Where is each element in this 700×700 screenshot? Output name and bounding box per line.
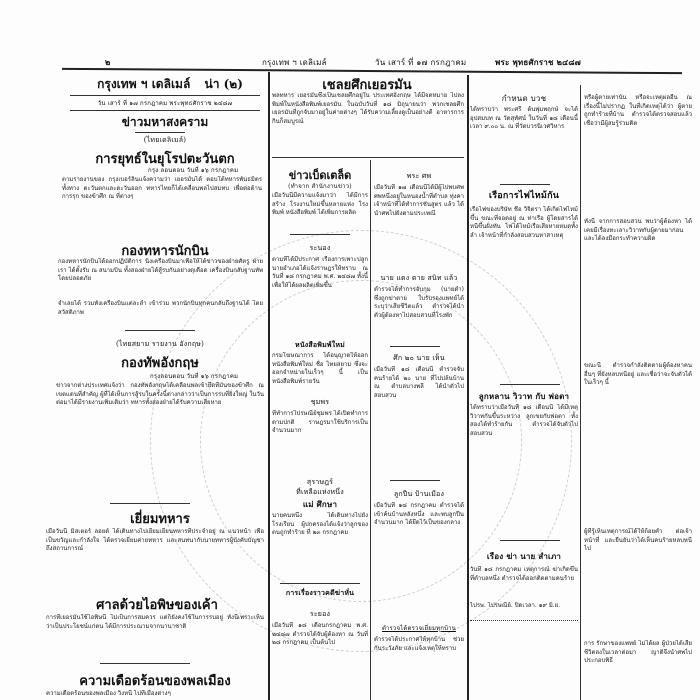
- column-rule-4: [580, 85, 581, 700]
- column-rule-1: [268, 72, 270, 700]
- article-body: จำเลยได้ รวมทั้งเครื่องบินแต่ละลำ เข้าร่วม พวกนักบินทุกคนกลับถึงฐานได้ โดยสวัสดิภาพ: [58, 300, 263, 316]
- sub-label: ที่เหลือแห่งหนึ่ง: [296, 488, 344, 496]
- rule: [70, 110, 260, 111]
- article-body: เมื่อวันนี้มีความแจ้งมาว่า ได้มีการสร้าง โรงงานใหม่ขึ้นหลายแห่ง โรงพิมพ์ หนังสือพิมพ์ ได้เพิ่มการผลิต: [272, 192, 368, 217]
- headline-german-prisoners: เชลยศึกเยอรมัน: [322, 78, 412, 93]
- sub-label: หนังสือพิมพ์ใหม่: [295, 340, 345, 349]
- column-rule-2: [467, 75, 469, 700]
- article-body: ตามรายงานของ กรุงเบอร์ลินแจ้งความว่า เยอรมันได้ ตอบโต้ทหารพันธมิตรทั้งทาง ตะวันตกและตะวันออก ทหารไทยก็ได้เคลื่อนพลไปสมทบ เพื่อต่อต้านการรุก ของข้าศึก ณ ที่ต่างๆ: [62, 176, 262, 201]
- headline-citizens-hardship: ความเดือดร้อนของพลเมือง: [79, 674, 231, 689]
- sub-label: ชุมพร: [310, 398, 330, 406]
- sub-label: นาย แดง ตาย สนิท แล้ว: [380, 274, 458, 282]
- column-rule-3: [370, 160, 371, 700]
- article-body: ความเดือดร้อนของพลเมือง วิ่งหนี ไปที่เมืองต่างๆ: [46, 690, 171, 697]
- headline-poison-gas: ศาลด้วยไอพิษของเค้า: [96, 598, 218, 613]
- sub-label: ระยอง: [309, 610, 331, 618]
- sub-label: พระ ศพ: [406, 172, 432, 180]
- dateline: กรุงลอนดอน วันที่ ๑๖ กรกฎาคม: [150, 373, 239, 380]
- article-body: ทั้งนี้ จากการสอบสวน พบว่าผู้ต้องหา ได้เคยมีเรื่องทะเลาะวิวาทกับผู้ตายมาก่อน และได้ลงมือกระทำความผิด: [584, 218, 692, 243]
- headline-british-army: กองทัพอังกฤษ: [121, 356, 199, 371]
- sub-label: สุราษฎร์: [306, 478, 334, 486]
- article-body: ได้ทราบว่า พระศรี ต้นพุ่มพฤกษ์ จะได้อุปสมบท ณ วัดสุทัศน์ ในวันที่ ๑๘ เดือนนี้ เวลา ๙.๐๐ น. ณ ที่วัดบวรนิเวศวิหาร: [470, 106, 578, 131]
- rule: [272, 157, 464, 158]
- article-body: ขณะนี้ ตำรวจกำลังติดตามผู้ต้องหาคนอื่นๆ ที่ยังหลบหนีอยู่ และเชื่อว่าจะจับตัวได้ในเร็วๆ นี้: [584, 362, 692, 387]
- article-body: เมื่อวันที่ ๑๘ เดือนนี้ ตำรวจจับคนร้ายได้ ๒๐ นาย ที่ไปปล้นบ้าน ณ ตำบลบางพลี ได้นำตัวไปสอบสวน: [374, 366, 464, 399]
- article-body: ผู้ที่รู้เห็นเหตุการณ์ได้ให้ถ้อยคำ ต่อเจ้าหน้าที่ และยืนยันว่าได้เห็นคนร้ายหลบหนีไป: [584, 528, 692, 553]
- paper-title-text: กรุงเทพ ฯ เดลิเมล์: [97, 77, 191, 91]
- article-body: วันที่ ๑๘ กรกฎาคม เหตุการณ์ ฆ่าเกิดขึ้น ที่ตำบลหนึ่ง ตำรวจได้ออกติดตามคนร้าย: [470, 566, 578, 582]
- masthead-city: กรุงเทพ ฯ เดลิเมล์: [262, 58, 327, 67]
- sub-label: แม่ ศึกษา: [302, 499, 338, 509]
- headline-misc-news: ข่าวเบ็ดเตล็ด: [288, 169, 352, 182]
- headline-murder-case: การเรื่องราวคดีฆ่าหั่น: [285, 588, 355, 597]
- article-body: การที่เยอรมันใช้ไอพิษนี้ ไม่เป็นการสมควร แต่ก็ยังคงใช้ในการรบอยู่ ทั้งนี้เพราะเห็นว่าเป็นประโยชน์แก่ตน ได้มีการประณามจากนานาชาติ: [46, 614, 264, 630]
- rule: [500, 384, 560, 385]
- headline-in-law-quarrel: ลูกหลาน วิวาท กับ พ่อตา: [478, 391, 570, 401]
- rule: [500, 540, 560, 541]
- sub-dateline: วัน เสาร์ ที่ ๑๗ กรกฎาคม พระพุทธศักราช ๒๔๘๗: [97, 100, 233, 107]
- rule: [100, 663, 190, 664]
- article-body: ตำรวจได้ทำการจับกุม (นายดำ) ซึ่งถูกฆ่าตาย ใบรับรองแพทย์ได้ระบุว่าเสียชีวิตแล้ว ตำรวจได้นำตัวผู้ต้องหาไปสอบสวนที่โรงพัก: [374, 286, 464, 319]
- rule: [290, 234, 350, 235]
- paper-title-page: น่า (๒): [204, 77, 243, 91]
- rule: [280, 583, 360, 584]
- article-body: ตำรวจได้ประกาศให้ทุกบ้าน ช่วยกันระวังภัย และแจ้งเหตุให้ทราบ: [374, 636, 464, 652]
- dotted-rule: [470, 620, 578, 621]
- article-body: กองทหารนักบินได้ออกปฏิบัติการ นิ่งเครื่องบินมาเพื่อให้ได้ข่าวของฝ่ายศัตรู ฝ่ายเรา ได้ตั้งรับ ณ สนามบิน ทั้งสองฝ่ายได้สู้รบกันอย่างดุเดือด เครื่องบินกลับฐานทัพโดยปลอดภัย: [58, 258, 263, 283]
- sub-label: (ทำจาก สำนักงานข่าว): [288, 183, 352, 190]
- source-label: (ไทยเดลิเมล์): [143, 136, 187, 144]
- sub-label: ศึก ๒๐ นาย เห็น: [393, 354, 445, 362]
- headline-europe-war: การยุทธ์ในยุโรปตะวันตก: [95, 152, 235, 167]
- section-heading: ข่าวมหาสงคราม: [121, 115, 209, 129]
- article-body: ได้ทราบว่าเมื่อวันที่ ๑๘ เดือนนี้ ได้มีเหตุวิวาทกันขึ้นระหว่าง ลูกเขยกับพ่อตา ทั้งสองได้ทำร้ายกัน ตำรวจได้จับตัวไปสอบสวน: [470, 404, 578, 437]
- sub-label: ลูกปืน ป้านเมือง: [393, 490, 445, 498]
- article-body: ข่าวจากต่างประเทศแจ้งว่า กองทัพอังกฤษได้เคลื่อนพลเข้ายึดที่มั่นของข้าศึก ณ เขตแดนที่สำคัญ ผู้ที่ได้เห็นการสู้รบในครั้งนี้ต่างกล่าวว่าเป็นการรบที่ยิ่งใหญ่ ในวันต่อมาได้มีรายงานเพิ่มเติมว่า ทหารทั้งสองฝ่ายได้รับความเสียหาย: [56, 382, 264, 407]
- article-body: เรือไฟของบริษัท ชื่อ วิจิตรา ได้เกิดไฟไหม้ขึ้น ขณะที่จอดอยู่ ณ ท่าเรือ ผู้โดยสารได้หนีขึ้นฝั่งทัน ไฟได้ไหม้เรือเสียหายหมดทั้งลำ เจ้าหน้าที่กำลังสอบสวนหาสาเหตุ: [470, 206, 578, 239]
- article-body: ตามที่ได้มีประกาศ เรื่องการเพาะปลูก นายอำเภอได้แจ้งราษฎรให้ทราบ ณ วันที่ ๑๘ กรกฎาคม พ.ศ. ๒๔๘๗ ทั้งนี้ เพื่อให้ได้ผลผลิตเพิ่มขึ้น: [272, 256, 368, 289]
- headline-boat-fire: เรือการไฟไหม้กัน: [488, 191, 560, 201]
- rule: [110, 503, 190, 504]
- article-body: เมื่อวันนี้ มิสเตอร์ ลอยด์ ได้เดินทางไปเยี่ยมเยียนทหารที่ประจำอยู่ ณ แนวหน้า เพื่อเป็นขวัญและกำลังใจ ได้ตรวจเยี่ยมค่ายทหาร และสนทนากับนายทหารผู้บังคับบัญชาถึงสถานการณ์: [46, 528, 264, 553]
- page-number: ๒: [105, 57, 111, 67]
- article-body: นายคนหนึ่ง ได้เดินทางไปยัง โรงเรียน ผู้ปกครองได้แจ้งว่าลูกของตนถูกทำร้าย ที่ ๒๓ กรกฎาคม: [272, 512, 368, 537]
- paper-title: [80, 75, 260, 94]
- article-body: ที่ทำการไปรษณีย์ชุมพร ได้เปิดทำการตามปกติ ราษฎรมาใช้บริการเป็นจำนวนมาก: [272, 410, 368, 435]
- rule: [500, 184, 550, 185]
- headline-air-force: กองทหารนักบิน: [121, 244, 209, 259]
- article-body: ไปรษ. ไปรษณีย์. ปิดเวลา. ๑๙ มิ.ย.: [470, 602, 561, 609]
- article-body: หรือผู้ตายเท่านั้น หรือจะเหตุผลอื่น ณ เรื่องนี้ไม่ปรากฏ ในที่เกิดเหตุได้ว่า ผู้ตายถูกทำร้ายที่บ้าน ตำรวจได้ตรวจสอบแล้ว เชื่อว่ามีผู้สมรู้ร่วมคิด: [584, 94, 692, 127]
- rule: [390, 480, 440, 481]
- headline-murder: เรือง ฆ่า นาย สำเภา: [486, 551, 562, 561]
- article-body: เมื่อวันที่ ๑๘ กรกฎาคม ตำรวจได้เข้าค้นบ้านหลังหนึ่ง และพบลูกปืนจำนวนมาก ได้ยึดไว้เป็นของกลาง: [374, 502, 464, 527]
- sub-label: ระนอง: [309, 244, 331, 252]
- article-body: เมื่อวันที่ ๑๘ เดือนกรกฎาคม พ.ศ. ๒๔๘๗ ตำรวจได้จับผู้ต้องหา ณ วันที่ ๒๘ กรกฎาคม เป็นต้นไป: [272, 622, 368, 647]
- rule: [390, 346, 440, 347]
- rule: [125, 330, 195, 331]
- masthead-year: พระ พุทธศักราช ๒๔๘๗: [495, 57, 581, 67]
- dateline: กรุง ลอนดอน วันที่ ๑๖ กรกฎาคม: [148, 167, 239, 174]
- article-body: พลทหาร เยอรมันซึ่งเป็นเชลยศึกอยู่ใน ประเทศอังกฤษ ได้มีจดหมาย ไปลงพิมพ์ในหนังสือพิมพ์เยอรมัน ในฉบับวันที่ ๑๘ มิถุนายนว่า พวกเชลยศึกเยอรมันที่ถูกจับมาอยู่ในค่ายต่างๆ ได้รับความเลี้ยงดูเป็นอย่างดี อาหารการกินก็สมบูรณ์: [272, 92, 464, 125]
- article-body: กรมโฆษณาการ ได้อนุญาตให้ออกหนังสือพิมพ์ใหม่ ชื่อ ไทยสยาม ซึ่งจะออกจำหน่ายในเร็วๆ นี้ เป็นหนังสือพิมพ์รายวัน: [272, 352, 368, 385]
- source-label: (ไทยสยาม รายงาน อังกฤษ): [115, 340, 205, 348]
- rule: [70, 95, 260, 96]
- sub-label: ตำรวจได้ตรวจเยี่ยมทุกบ้าน: [382, 625, 456, 632]
- sub-label: กำหนด บวช: [501, 94, 547, 103]
- masthead-date: วัน เสาร์ ที่ ๑๗ กรกฎาคม: [375, 58, 467, 67]
- rule: [135, 132, 185, 133]
- article-body: การ รักษาของแพทย์ ไม่ได้ผล ผู้ป่วยได้เสียชีวิตลงในเวลาต่อมา ญาติจึงนำศพไปประกอบพิธี: [584, 640, 692, 665]
- headline-visit-soldiers: เยี่ยมทหาร: [130, 512, 190, 527]
- article-body: เมื่อวันที่ ๑๗ เดือนนี้ได้มีผู้ไปพบศพ ศพหนึ่งอยู่ในหนองน้ำที่ตำบล ทุ่งคา เจ้าหน้าที่ได้ทำการชันสูตร แล้ว ได้นำศพไปฝังตามประเพณี: [374, 184, 464, 217]
